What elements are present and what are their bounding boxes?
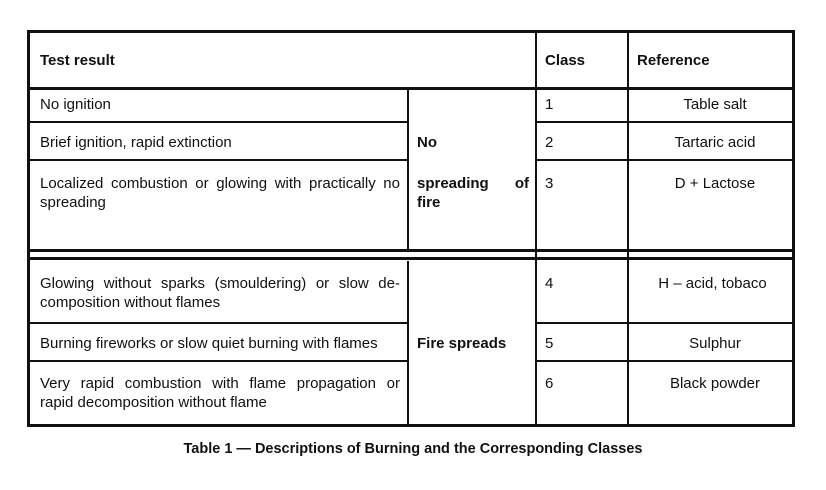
col-divider-reference bbox=[627, 33, 629, 424]
row-rule-5 bbox=[30, 360, 407, 362]
row-rule-4-right bbox=[535, 322, 792, 324]
class-row-4: 4 bbox=[545, 275, 554, 292]
result-row-4-line1: Glowing without sparks (smouldering) or slow de- bbox=[40, 275, 400, 292]
header-test-result: Test result bbox=[40, 52, 115, 69]
class-row-6: 6 bbox=[545, 375, 554, 392]
class-row-1: 1 bbox=[545, 96, 554, 113]
result-row-6-line1: Very rapid combustion with flame propagation or bbox=[40, 375, 400, 392]
reference-row-2: Tartaric acid bbox=[674, 134, 756, 151]
group-separator-top bbox=[30, 249, 792, 252]
header-bottom-rule bbox=[30, 87, 792, 90]
class-row-5: 5 bbox=[545, 335, 554, 352]
group-label-fire-spreads: Fire spreads bbox=[417, 335, 507, 352]
result-row-3-line1: Localized combustion or glowing with practically no bbox=[40, 175, 400, 192]
row-rule-1-right bbox=[535, 121, 792, 123]
reference-row-6: Black powder bbox=[669, 375, 761, 392]
header-class: Class bbox=[545, 52, 586, 69]
result-row-2: Brief ignition, rapid extinction bbox=[40, 134, 232, 151]
group-label-no-spreading-line3: fire bbox=[417, 194, 441, 211]
col-divider-group-label-2 bbox=[407, 261, 409, 424]
group-label-no-spreading-line1: No bbox=[417, 134, 437, 151]
group-label-no-spreading-line2b: of bbox=[514, 175, 529, 192]
row-rule-1 bbox=[30, 121, 407, 123]
result-row-1: No ignition bbox=[40, 96, 111, 113]
class-row-3: 3 bbox=[545, 175, 554, 192]
col-divider-class bbox=[535, 33, 537, 424]
row-rule-5-right bbox=[535, 360, 792, 362]
group-separator-bottom bbox=[30, 257, 792, 260]
reference-row-1: Table salt bbox=[683, 96, 747, 113]
burning-classes-table bbox=[27, 30, 795, 427]
class-row-2: 2 bbox=[545, 134, 554, 151]
result-row-6-line2: rapid decomposition without flame bbox=[40, 394, 267, 411]
reference-row-3: D + Lactose bbox=[674, 175, 756, 192]
header-reference: Reference bbox=[637, 52, 710, 69]
row-rule-4 bbox=[30, 322, 407, 324]
row-rule-2 bbox=[30, 159, 407, 161]
result-row-4-line2: composition without flames bbox=[40, 294, 221, 311]
group-label-no-spreading-line2a: spreading bbox=[417, 175, 489, 192]
reference-row-4: H – acid, tobaco bbox=[658, 275, 767, 292]
row-rule-2-right bbox=[535, 159, 792, 161]
result-row-5: Burning fireworks or slow quiet burning with flames bbox=[40, 335, 378, 352]
reference-row-5: Sulphur bbox=[689, 335, 741, 352]
table-caption: Table 1 — Descriptions of Burning and the Corresponding Classes bbox=[183, 441, 643, 457]
col-divider-group-label-1 bbox=[407, 88, 409, 249]
result-row-3-line2: spreading bbox=[40, 194, 106, 211]
